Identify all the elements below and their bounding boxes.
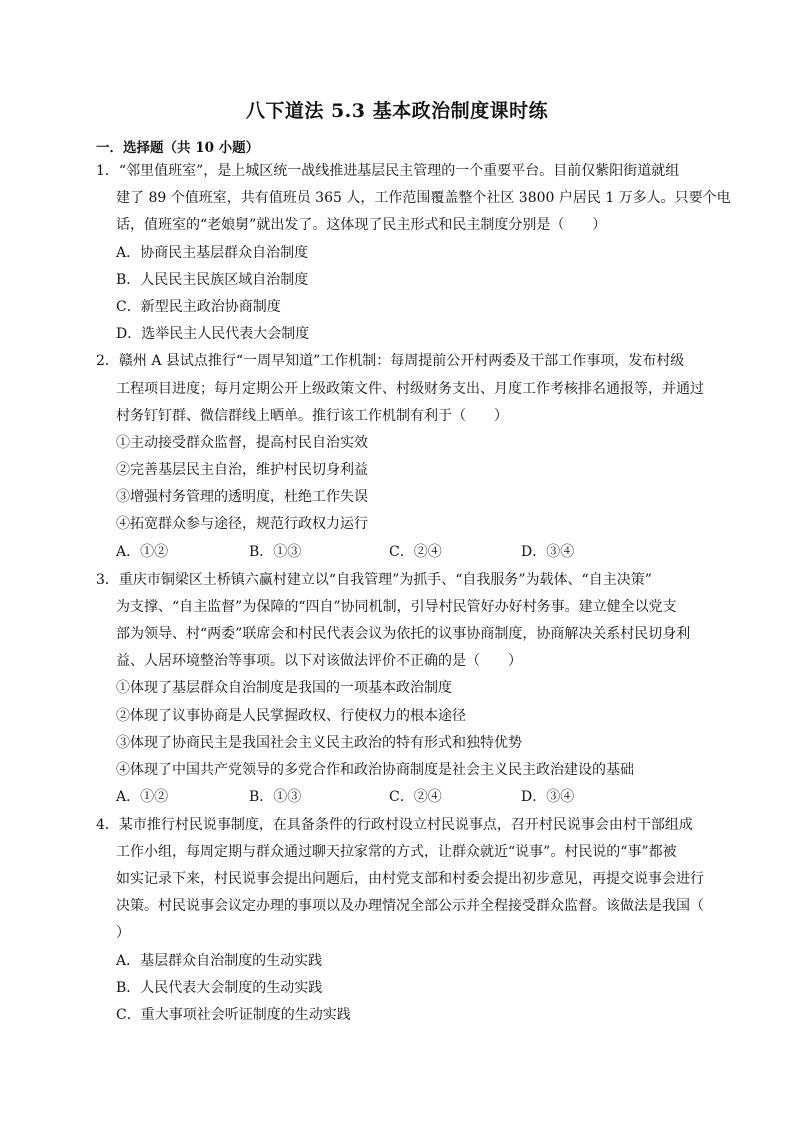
q2-item-1: ①主动接受群众监督，提高村民自治实效	[116, 435, 368, 451]
q2-choice-a: A．①②	[116, 544, 169, 560]
q3-item-3: ③体现了协商民主是我国社会主义民主政治的特有形式和独特优势	[116, 735, 522, 751]
q3-choice-a: A．①②	[116, 789, 169, 805]
q4-stem-line-5: ）	[116, 925, 130, 941]
q3-stem-line-1: 3．重庆市铜梁区土桥镇六赢村建立以“自我管理”为抓手、“自我服务”为载体、“自主决策”	[96, 572, 652, 588]
q2-stem-line-1: 2．赣州 A 县试点推行“一周早知道”工作机制：每周提前公开村两委及干部工作事项，发布村级	[96, 353, 685, 369]
q3-item-4: ④体现了中国共产党领导的多党合作和政治协商制度是社会主义民主政治建设的基础	[116, 762, 634, 778]
q2-item-4: ④拓宽群众参与途径，规范行政权力运行	[116, 516, 368, 532]
q3-stem-line-2: 为支撑、“自主监督”为保障的“四自”协同机制，引导村民管好办好村务事。建立健全以党支	[116, 599, 677, 615]
q2-stem-line-3: 村务钉钉群、微信群线上晒单。推行该工作机制有利于（ ）	[116, 408, 508, 424]
q3-item-1: ①体现了基层群众自治制度是我国的一项基本政治制度	[116, 680, 452, 696]
q3-item-2: ②体现了议事协商是人民掌握政权、行使权力的根本途径	[116, 708, 466, 724]
q3-choice-c: C．②④	[389, 789, 442, 805]
q1-stem-line-2: 建了 89 个值班室，共有值班员 365 人，工作范围覆盖整个社区 3800 户居民 1 万多人。只要个电	[116, 190, 731, 206]
q3-choice-d: D．③④	[521, 789, 575, 805]
q1-option-b: B．人民民主民族区域自治制度	[116, 272, 309, 288]
q4-stem-line-3: 如实记录下来，村民说事会提出问题后，由村党支部和村委会提出初步意见，再提交说事会进行	[116, 871, 704, 887]
q2-stem-line-2: 工程项目进度；每月定期公开上级政策文件、村级财务支出、月度工作考核排名通报等，并通过	[116, 381, 704, 397]
q4-stem-line-4: 决策。村民说事会议定办理的事项以及办理情况全部公示并全程接受群众监督。该做法是我国（	[116, 898, 704, 914]
q4-option-c: C．重大事项社会听证制度的生动实践	[116, 1007, 351, 1023]
q2-item-2: ②完善基层民主自治，维护村民切身利益	[116, 462, 368, 478]
q1-stem-line-1: 1．“邻里值班室”，是上城区统一战线推进基层民主管理的一个重要平台。目前仅紫阳街道就组	[96, 163, 680, 179]
q3-stem-line-3: 部为领导、村“两委”联席会和村民代表会议为依托的议事协商制度，协商解决关系村民切身利	[116, 626, 691, 642]
q3-choice-b: B．①③	[249, 789, 302, 805]
q1-option-c: C．新型民主政治协商制度	[116, 299, 281, 315]
q4-option-a: A．基层群众自治制度的生动实践	[116, 953, 323, 969]
q2-choice-b: B．①③	[249, 544, 302, 560]
q2-item-3: ③增强村务管理的透明度，杜绝工作失误	[116, 489, 368, 505]
q1-stem-line-3: 话，值班室的“老娘舅”就出发了。这体现了民主形式和民主制度分别是（ ）	[116, 217, 607, 233]
q2-choice-d: D．③④	[521, 544, 575, 560]
q1-option-d: D．选举民主人民代表大会制度	[116, 326, 310, 342]
q2-choice-c: C．②④	[389, 544, 442, 560]
q3-stem-line-4: 益、人居环境整治等事项。以下对该做法评价不正确的是（ ）	[116, 653, 522, 669]
q4-stem-line-2: 工作小组，每周定期与群众通过聊天拉家常的方式，让群众就近“说事”。村民说的“事”都被	[116, 844, 677, 860]
section-heading: 一．选择题（共 10 小题）	[96, 140, 260, 156]
page-title: 八下道法 5.3 基本政治制度课时练	[245, 100, 549, 122]
q1-option-a: A．协商民主基层群众自治制度	[116, 245, 309, 261]
q4-stem-line-1: 4．某市推行村民说事制度，在具备条件的行政村设立村民说事点，召开村民说事会由村干部组成	[96, 817, 693, 833]
q4-option-b: B．人民代表大会制度的生动实践	[116, 980, 323, 996]
